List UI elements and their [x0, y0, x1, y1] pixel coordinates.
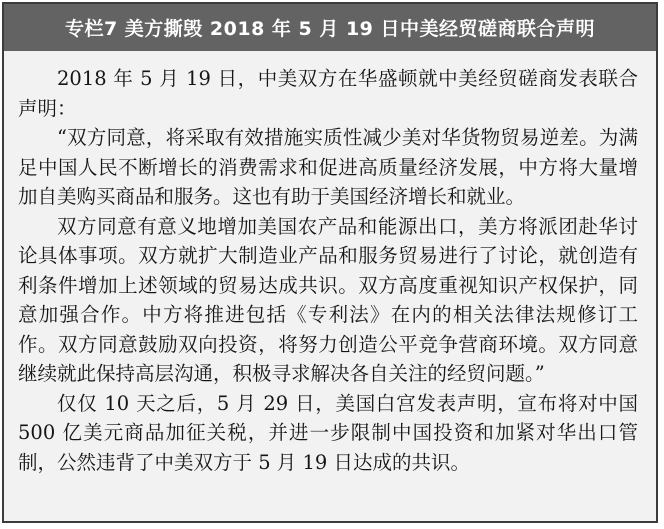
box-title: 专栏7 美方撕毁 2018 年 5 月 19 日中美经贸磋商联合声明: [4, 4, 656, 51]
paragraph-quote-2: 双方同意有意义地增加美国农产品和能源出口，美方将派团赴华讨论具体事项。双方就扩大制造业产品和服务贸易进行了讨论，就创造有利条件增加上述领域的贸易达成共识。双方高度重视知识产权保护，同意加强合作。中方将推进包括《专利法》在内的相关法律法规修订工作。双方同意鼓励双向投资，将努力创造公平竞争营商环境。双方同意继续就此保持高层沟通，积极寻求解决各自关注的经贸问题。”: [18, 214, 638, 385]
paragraph-intro: 2018 年 5 月 19 日，中美双方在华盛顿就中美经贸磋商发表联合声明：: [18, 67, 638, 120]
box-content: [4, 51, 656, 477]
paragraph-quote-1: “双方同意，将采取有效措施实质性减少美对华货物贸易逆差。为满足中国人民不断增长的消费需求和促进高质量经济发展，中方将大量增加自美购买商品和服务。这也有助于美国经济增长和就业。: [18, 126, 638, 208]
sidebar-box: [2, 2, 658, 523]
paragraph-conclusion: 仅仅 10 天之后，5 月 29 日，美国白宫发表声明，宣布将对中国 500 亿美元商品加征关税，并进一步限制中国投资和加紧对华出口管制，公然违背了中美双方于 5 月 19 日达成的共识。: [18, 391, 638, 474]
